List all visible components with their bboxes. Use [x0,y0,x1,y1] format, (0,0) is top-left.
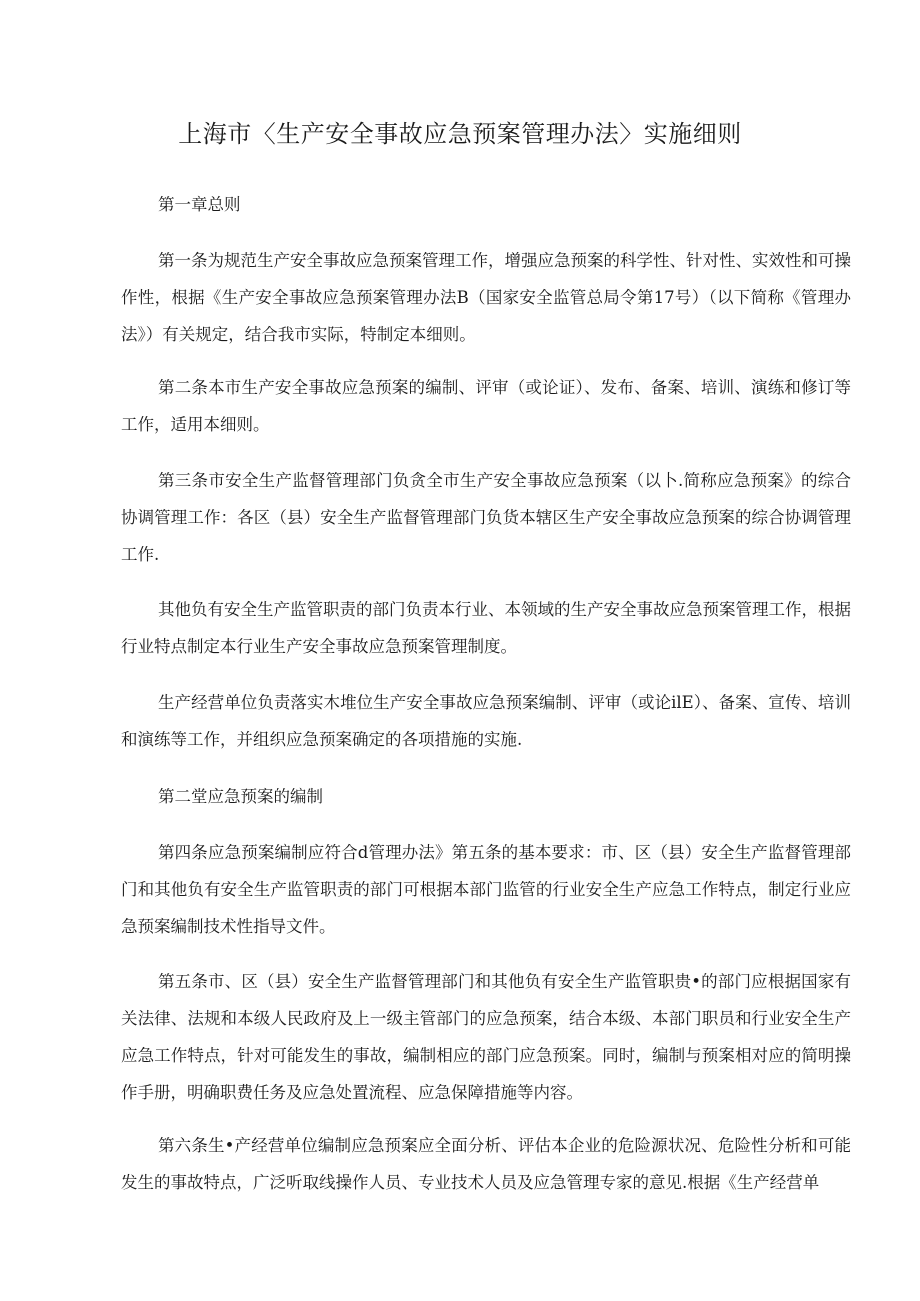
article-5-paragraph: 第五条市、区（县）安全生产监督管理部门和其他负有安全生产监管职贵•的部门应根据国家有关法律、法规和本级人民政府及上一级主管部门的应急预案，结合本级、本部门职员和行业安全生产应急工作特点，针对可能发生的事故，编制相应的部门应急预案。同时，编制与预案相对应的简明操作手册，明确职费任务及应急处置流程、应急保障措施等内容。 [121,972,851,1102]
chapter-heading-general: 第一章总则 [158,195,241,214]
article-4-paragraph: 第四条应急预案编制应符合d管理办法》第五条的基本要求：市、区（县）安全生产监督管理部门和其他负有安全生产监管职责的部门可根据本部门监管的行业安全生产应急工作特点，制定行业应急预案编制技术性指导文件。 [121,843,851,936]
document-title: 上海市〈生产安全事故应急预案管理办法〉实施细则 [178,120,742,148]
article-6-paragraph: 第六条生•产经营单位编制应急预案应全面分析、评估本企业的危险源状况、危险性分析和可能发生的事故特点，广泛听取线操作人员、专业技术人员及应急管理专家的意见.根据《生产经营单 [121,1136,851,1192]
chapter-heading-compilation: 第二堂应急预案的编制 [158,787,323,806]
article-3-paragraph: 第三条市安全生产监督管理部门负贪全市生产安全事故应急预案（以卜.简称应急预案》的综合协调管理工作：各区（县）安全生产监督管理部门负货本辖区生产安全事故应急预案的综合协调管理工作. [121,471,851,564]
article-2-paragraph: 第二条本市生产安全事故应急预案的编制、评审（或论证）、发布、备案、培训、演练和修订等工作，适用本细则。 [121,378,851,434]
other-departments-paragraph: 其他负有安全生产监管职责的部门负责本行业、本领域的生产安全事故应急预案管理工作，根据行业特点制定本行业生产安全事故应急预案管理制度。 [121,600,851,656]
article-1-paragraph: 第一条为规范生产安全事故应急预案管理工作，增强应急预案的科学性、针对性、实效性和可操作性，根据《生产安全事故应急预案管理办法B（国家安全监管总局令第17号）（以下简称《管理办法》）有关规定，结合我市实际，特制定本细则。 [121,251,851,344]
production-units-paragraph: 生产经营单位负责落实木堆位生产安全事故应急预案编制、评审（或论ilE）、备案、宣传、培训和演练等工作，并组织应急预案确定的各项措施的实施. [121,693,851,749]
